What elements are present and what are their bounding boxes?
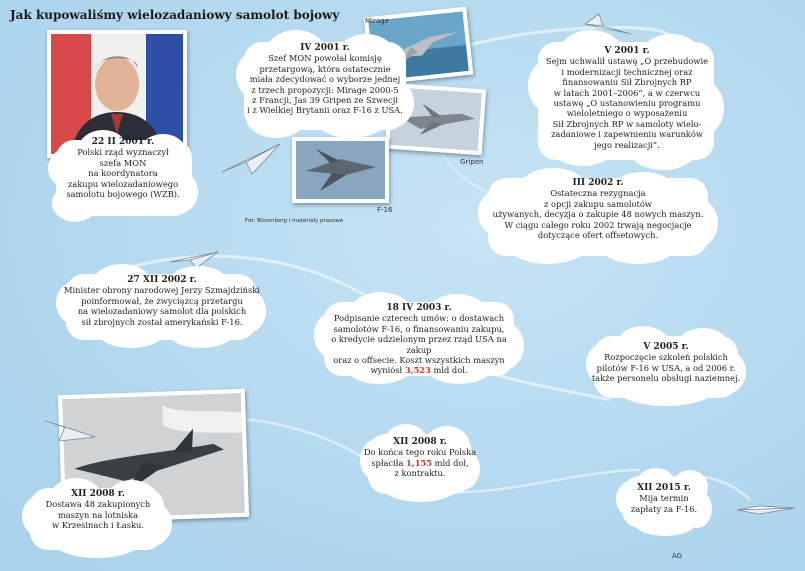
paper-plane-icon [222,142,280,176]
event-xii-2015: XII 2015 r. Mija termin zapłaty za F-16. [618,483,710,514]
event-date: V 2001 r. [604,46,650,56]
amount-highlight: 1,155 [406,457,433,468]
event-v-2001: V 2001 r. Sejm uchwalił ustawę „O przebudowie i modernizacji technicznej oraz finansowaniu Sił Zbrojnych RP w latach 2001–2006”, a w czerwcu ustawę „O ustanowieniu programu wieloletniego o wyposażeniu Sił Zbrojnych RP w samoloty wielo- zadaniowe i zapewnieniu warunków jego realizacji”. [537,46,717,150]
paper-plane-icon [737,496,795,524]
amount-highlight: 3,523 [404,365,431,376]
event-xii-2008-payment: XII 2008 r. Do końca tego roku Polska spłaciła 1,155 mld dol, z kontraktu. [363,437,477,479]
page-title: Jak kupowaliśmy wielozadaniowy samolot bojowy [10,8,340,22]
event-18-iv-2003: 18 IV 2003 r. Podpisanie czterech umów: o dostawach samolotów F-16, o finansowaniu zakupu, o kredycie udzielonym przez rząd USA na zakup oraz o offsecie. Koszt wszystkich maszyn wyniósł 3,523 mld dol. [318,303,520,376]
event-date: XII 2008 r. [71,489,125,499]
event-date: V 2005 r. [643,342,689,352]
event-xii-2008-delivery: XII 2008 r. Dostawa 48 zakupionych maszyn na lotniska w Krzesinach i Łasku. [28,489,168,531]
event-date: 27 XII 2002 r. [127,275,197,285]
event-date: XII 2015 r. [637,483,691,493]
f16-caption: F-16 [377,206,393,214]
photo-credit: Fot: Bloomberg i materiały prasowe [245,218,344,224]
event-date: IV 2001 r. [300,43,350,53]
gripen-caption: Gripen [460,158,484,166]
paper-plane-icon [45,415,95,441]
event-22-ii-2001: 22 II 2001 r. Polski rząd wyznaczył szefa MON na koordynatora zakupu wielozadaniowego samolotu bojowego (WZB). [58,137,188,199]
f16-photo [292,137,389,203]
event-date: XII 2008 r. [393,437,447,447]
event-27-xii-2002: 27 XII 2002 r. Minister obrony narodowej Jerzy Szmajdziński poinformował, że zwycięzcą przetargu na wielozadaniowy samolot dla polskich sił zbrojnych został amerykański F-16. [62,275,262,327]
event-iv-2001: IV 2001 r. Szef MON powołał komisję przetargową, która ostatecznie miała zdecydować o wyborze jednej z trzech propozycji: Mirage 2000-5 z Francji, Jas 39 Gripen ze Szwecji i z Wielkiej Brytanii oraz F-16 z USA. [245,43,405,116]
f16-image [296,141,385,199]
author-initials: AG [672,552,683,560]
event-v-2005: V 2005 r. Rozpoczęcie szkoleń polskich pilotów F-16 w USA, a od 2006 r. także personelu obsługi naziemnej. [591,342,741,384]
event-date: 18 IV 2003 r. [386,303,452,313]
event-date: III 2002 r. [572,178,624,188]
event-date: 22 II 2001 r. [91,137,155,147]
event-iii-2002: III 2002 r. Ostateczna rezygnacja z opcji zakupu samolotów używanych, decyzja o zakupie 48 nowych maszyn. W ciągu całego roku 2002 trwają negocjacje dotyczące ofert offsetowych. [482,178,714,240]
mirage-caption: Mirage [365,17,389,25]
